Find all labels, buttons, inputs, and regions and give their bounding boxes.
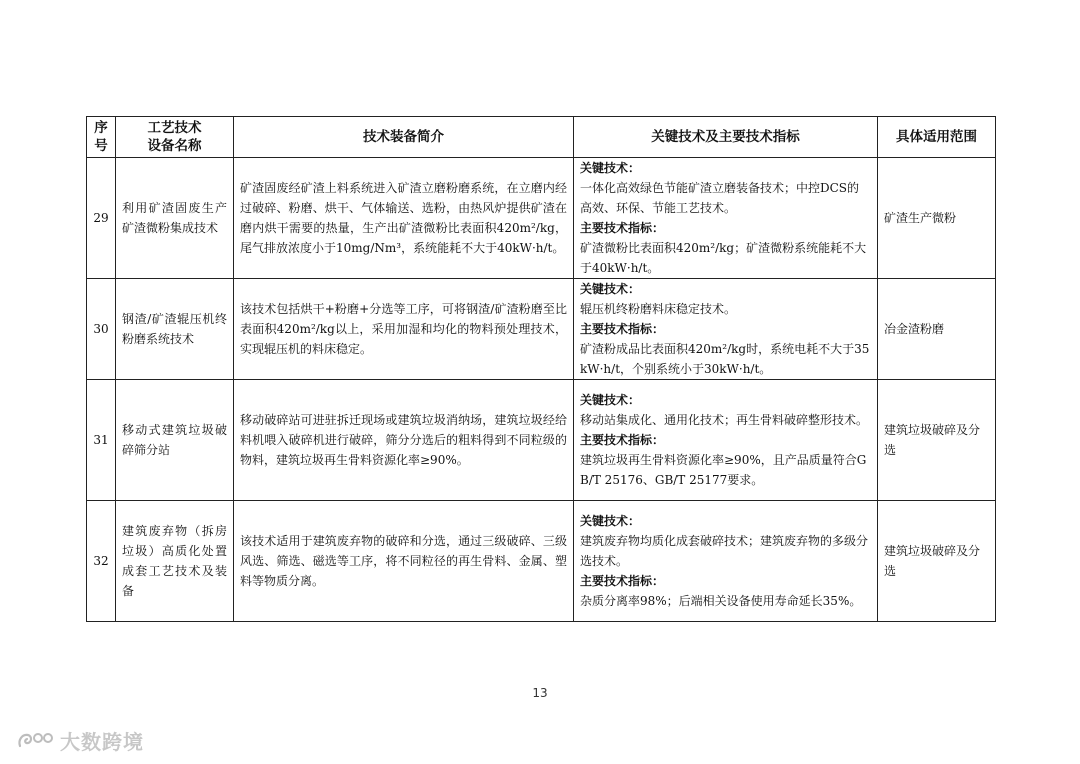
- indicator-text: 建筑垃圾再生骨料资源化率≥90%，且产品质量符合GB/T 25176、GB/T 25177要求。: [580, 453, 867, 487]
- key-technology-cell: [574, 158, 878, 279]
- header-key-tech: 关键技术及主要技术指标: [574, 117, 878, 158]
- technology-name: 利用矿渣固废生产矿渣微粉集成技术: [116, 158, 234, 279]
- technology-intro: 该技术包括烘干+粉磨+分选等工序，可将钢渣/矿渣粉磨至比表面积420m²/kg以上，采用加湿和均化的物料预处理技术，实现辊压机的料床稳定。: [234, 279, 574, 380]
- table-row: [87, 380, 996, 501]
- table-row: [87, 501, 996, 622]
- header-seq-line1: 序: [94, 120, 108, 136]
- key-tech-label: 关键技术：: [580, 514, 641, 528]
- header-name: [116, 117, 234, 158]
- technology-intro: 移动破碎站可进驻拆迁现场或建筑垃圾消纳场，建筑垃圾经给料机喂入破碎机进行破碎，筛分分选后的粗料得到不同粒级的物料，建筑垃圾再生骨料资源化率≥90%。: [234, 380, 574, 501]
- indicator-label: 主要技术指标：: [580, 221, 665, 235]
- indicator-label: 主要技术指标：: [580, 574, 665, 588]
- technology-intro: 该技术适用于建筑废弃物的破碎和分选，通过三级破碎、三级风选、筛选、磁选等工序，将不同粒径的再生骨料、金属、塑料等物质分离。: [234, 501, 574, 622]
- page-number: 13: [532, 686, 548, 700]
- technology-name: 建筑废弃物（拆房垃圾）高质化处置成套工艺技术及装备: [116, 501, 234, 622]
- technology-name: 钢渣/矿渣辊压机终粉磨系统技术: [116, 279, 234, 380]
- technology-intro: 矿渣固废经矿渣上料系统进入矿渣立磨粉磨系统，在立磨内经过破碎、粉磨、烘干、气体输送、选粉，由热风炉提供矿渣在磨内烘干需要的热量，生产出矿渣微粉比表面积420m²/kg，尾气排放浓度小于10mg/Nm³，系统能耗不大于40kW·h/t。: [234, 158, 574, 279]
- header-scope: 具体适用范围: [878, 117, 996, 158]
- indicator-text: 矿渣粉成品比表面积420m²/kg时，系统电耗不大于35kW·h/t，个别系统小于30kW·h/t。: [580, 342, 870, 376]
- row-number: 29: [87, 158, 116, 279]
- table-header-row: [87, 117, 996, 158]
- technology-name: 移动式建筑垃圾破碎筛分站: [116, 380, 234, 501]
- key-tech-label: 关键技术：: [580, 282, 641, 296]
- technology-table: [86, 116, 996, 622]
- table-row: [87, 279, 996, 380]
- key-technology-cell: [574, 279, 878, 380]
- application-scope: 建筑垃圾破碎及分选: [878, 380, 996, 501]
- indicator-text: 矿渣微粉比表面积420m²/kg；矿渣微粉系统能耗不大于40kW·h/t。: [580, 241, 867, 275]
- header-seq: [87, 117, 116, 158]
- header-name-line1: 工艺技术: [147, 120, 202, 136]
- table-row: [87, 158, 996, 279]
- key-tech-text: 一体化高效绿色节能矿渣立磨装备技术；中控DCS的高效、环保、节能工艺技术。: [580, 181, 860, 215]
- header-name-line2: 设备名称: [147, 138, 202, 154]
- indicator-label: 主要技术指标：: [580, 322, 665, 336]
- application-scope: 建筑垃圾破碎及分选: [878, 501, 996, 622]
- application-scope: 矿渣生产微粉: [878, 158, 996, 279]
- key-technology-cell: [574, 501, 878, 622]
- row-number: 31: [87, 380, 116, 501]
- watermark-logo-icon: [16, 730, 56, 752]
- key-tech-text: 辊压机终粉磨料床稳定技术。: [580, 302, 737, 316]
- watermark-text: 大数跨境: [60, 730, 144, 754]
- watermark: [16, 726, 144, 755]
- indicator-text: 杂质分离率98%；后端相关设备使用寿命延长35%。: [580, 594, 862, 608]
- key-tech-text: 建筑废弃物均质化成套破碎技术；建筑废弃物的多级分选技术。: [580, 534, 869, 568]
- header-seq-line2: 号: [94, 138, 108, 154]
- row-number: 30: [87, 279, 116, 380]
- key-tech-label: 关键技术：: [580, 161, 641, 175]
- row-number: 32: [87, 501, 116, 622]
- key-technology-cell: [574, 380, 878, 501]
- application-scope: 冶金渣粉磨: [878, 279, 996, 380]
- header-intro: 技术装备简介: [234, 117, 574, 158]
- key-tech-label: 关键技术：: [580, 393, 641, 407]
- indicator-label: 主要技术指标：: [580, 433, 665, 447]
- key-tech-text: 移动站集成化、通用化技术；再生骨料破碎整形技术。: [580, 413, 869, 427]
